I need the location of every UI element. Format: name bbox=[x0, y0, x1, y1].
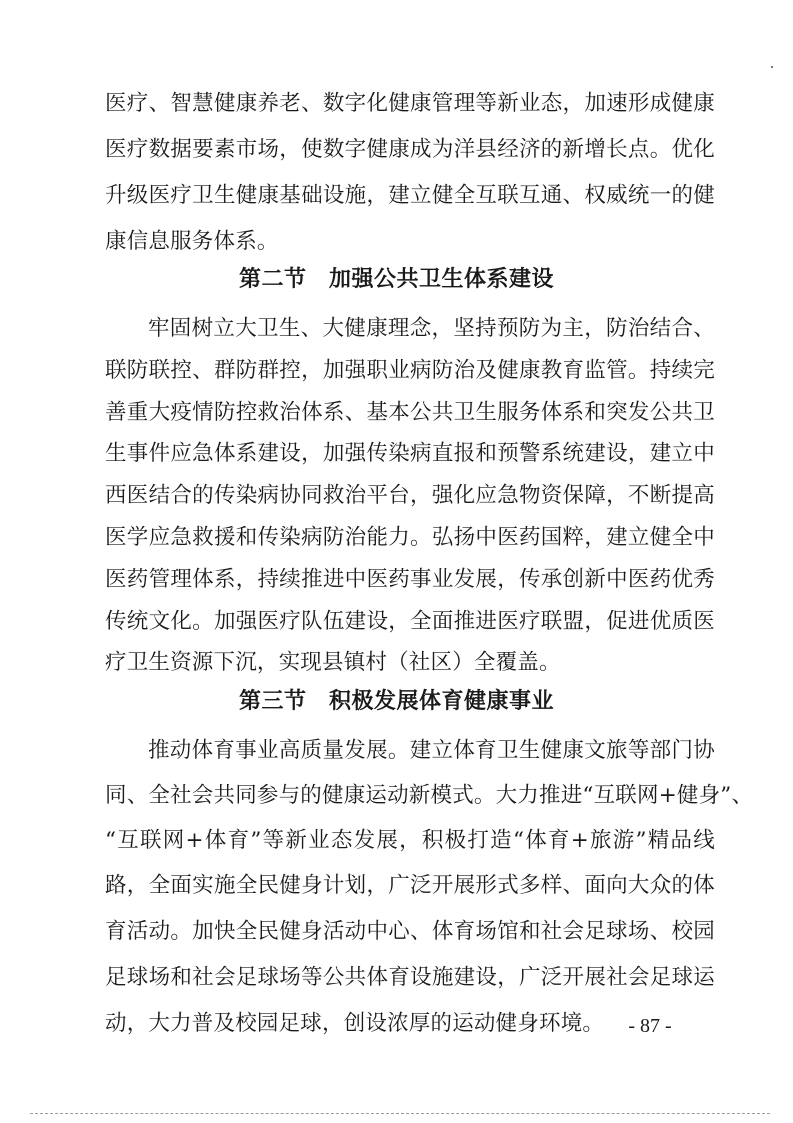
paragraph-line: 推动体育事业高质量发展。建立体育卫生健康文旅等部门协 bbox=[148, 738, 715, 763]
scan-mark bbox=[771, 66, 773, 68]
paragraph-line: 育活动。加快全民健身活动中心、体育场馆和社会足球场、校园 bbox=[105, 919, 715, 944]
paragraph-line: 升级医疗卫生健康基础设施，建立健全互联互通、权威统一的健 bbox=[105, 183, 715, 208]
section-heading: 第二节 加强公共卫生体系建设 bbox=[238, 266, 554, 292]
paragraph-line: 善重大疫情防控救治体系、基本公共卫生服务体系和突发公共卫 bbox=[105, 400, 715, 425]
paragraph-line: “互联网+体育”等新业态发展，积极打造“体育+旅游”精品线 bbox=[105, 828, 715, 853]
paragraph-line: 路，全面实施全民健身计划，广泛开展形式多样、面向大众的体 bbox=[105, 873, 715, 898]
page-number: - 87 - bbox=[628, 1015, 672, 1037]
paragraph-line: 牢固树立大卫生、大健康理念，坚持预防为主，防治结合、 bbox=[148, 316, 715, 341]
paragraph-line: 医疗、智慧健康养老、数字化健康管理等新业态，加速形成健康 bbox=[105, 91, 715, 116]
paragraph-line: 医药管理体系，持续推进中医药事业发展，传承创新中医药优秀 bbox=[105, 567, 715, 592]
paragraph-line: 康信息服务体系。 bbox=[105, 229, 279, 254]
paragraph-line: 动，大力普及校园足球，创设浓厚的运动健身环境。 bbox=[105, 1011, 605, 1036]
paragraph-line: 同、全社会共同参与的健康运动新模式。大力推进“互联网+健身”、 bbox=[105, 783, 754, 808]
bottom-divider bbox=[30, 1113, 770, 1114]
paragraph-line: 医学应急救援和传染病防治能力。弘扬中医药国粹，建立健全中 bbox=[105, 525, 715, 550]
paragraph-line: 生事件应急体系建设，加强传染病直报和预警系统建设，建立中 bbox=[105, 441, 715, 466]
paragraph-line: 西医结合的传染病协同救治平台，强化应急物资保障，不断提高 bbox=[105, 483, 715, 508]
paragraph-line: 疗卫生资源下沉，实现县镇村（社区）全覆盖。 bbox=[105, 650, 561, 675]
paragraph-line: 足球场和社会足球场等公共体育设施建设，广泛开展社会足球运 bbox=[105, 965, 715, 990]
section-heading: 第三节 积极发展体育健康事业 bbox=[238, 688, 554, 714]
paragraph-line: 医疗数据要素市场，使数字健康成为洋县经济的新增长点。优化 bbox=[105, 137, 715, 162]
paragraph-line: 传统文化。加强医疗队伍建设，全面推进医疗联盟，促进优质医 bbox=[105, 609, 715, 634]
paragraph-line: 联防联控、群防群控，加强职业病防治及健康教育监管。持续完 bbox=[105, 358, 715, 383]
